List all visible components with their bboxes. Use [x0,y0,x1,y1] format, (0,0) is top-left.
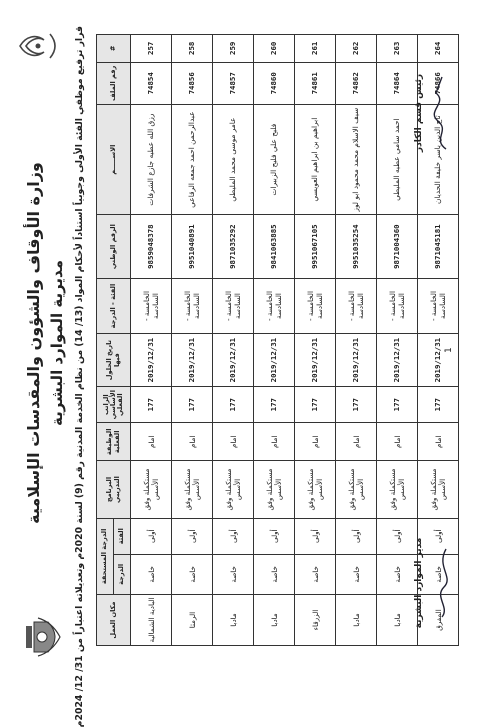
signature-mark-icon [430,543,452,623]
cell-date: 2019/12/31 [213,334,254,387]
cell-date: 2019/12/31 [418,334,459,387]
cell-date: 2019/12/31 [172,334,213,387]
table-row [131,35,172,646]
cell-entitled-class: أولى [377,518,418,554]
cell-national-id: 9841063885 [254,215,295,279]
cell-job-title: امام [377,423,418,461]
cell-entitled-degree: خاصة [377,554,418,594]
cell-grade: الخامسة - السادسة [377,278,418,333]
cell-grade: الخامسة - السادسة [213,278,254,333]
cell-file-number: 74860 [254,62,295,104]
cell-entitled-degree: خاصة [295,554,336,594]
cell-job-title: امام [418,423,459,461]
cell-employee-name: سيف الاسلام محمد محمود ابو لوز [336,105,377,215]
cell-training-program: مستكملة وفق الأسس [172,461,213,518]
cell-file-number: 74856 [172,62,213,104]
cell-employee-name: فليح علي فليح الزبيرات [254,105,295,215]
cell-date: 2019/12/31 [336,334,377,387]
cell-national-id: 9951040891 [172,215,213,279]
cell-training-program: مستكملة وفق الأسس [377,461,418,518]
cell-grade: الخامسة - السادسة [418,278,459,333]
cell-employee-name: عبدالرحمن احمد جمعه الرقاعي [172,105,213,215]
col-degree: الدرجة [114,554,131,594]
cell-grade: الخامسة - السادسة [336,278,377,333]
cadre-head-title: رئيس قسم الكادر [414,73,424,153]
cell-salary: 177 [377,387,418,423]
col-name: الاســـــم [97,105,131,215]
cell-entitled-class: أولى [295,518,336,554]
promotion-table [96,34,459,646]
cell-row-number: 257 [131,35,172,63]
cell-workplace: البادية الشمالية [131,595,172,646]
table-row [254,35,295,646]
cell-entitled-degree: خاصة [213,554,254,594]
cell-date: 2019/12/31 [131,334,172,387]
cell-row-number: 260 [254,35,295,63]
cell-job-title: امام [131,423,172,461]
cell-file-number: 74857 [213,62,254,104]
cell-row-number: 259 [213,35,254,63]
cell-row-number: 264 [418,35,459,63]
cell-entitled-class: أولى [131,518,172,554]
col-group-entitled-grade: الدرجة المستحقة [97,518,114,594]
decision-text: قرار ترفيع موظفي الفئة الأولى وجوبياً استناداً لأحكام المواد (13/ 14) من نظام الخدمة المدنية رقم (9) لسنة 2020م وتعديلاته اعتباراً من 31/ 12/ 2024م [74,26,85,727]
table-row [172,35,213,646]
cell-training-program: مستكملة وفق الأسس [295,461,336,518]
cell-file-number: 74864 [377,62,418,104]
cell-workplace: مادبا [254,595,295,646]
cell-entitled-degree: خاصة [131,554,172,594]
cell-entitled-class: أولى [172,518,213,554]
cell-grade: الخامسة - السادسة [172,278,213,333]
cell-entitled-degree: خاصة [254,554,295,594]
cell-training-program: مستكملة وفق الأسس [418,461,459,518]
col-grade: الفئة - الدرجة [97,278,131,333]
signature-hr-director [414,528,452,638]
directorate-title: مديرية الموارد البشرية [48,259,66,427]
cell-workplace: مادبا [336,595,377,646]
cell-salary: 177 [336,387,377,423]
cell-salary: 177 [213,387,254,423]
signature-mark-icon [430,73,452,153]
cell-workplace: المفرق [418,595,459,646]
cell-job-title: امام [172,423,213,461]
table-row [336,35,377,646]
col-num: # [97,35,131,63]
cell-job-title: امام [336,423,377,461]
cell-national-id: 9951035254 [336,215,377,279]
cell-salary: 177 [295,387,336,423]
cell-employee-name: رزق الله عطيه جازع الشرفات [131,105,172,215]
col-file-number: رقم الملف [97,62,131,104]
col-class: الفئة [114,518,131,554]
cell-file-number: 74861 [295,62,336,104]
cell-row-number: 262 [336,35,377,63]
cell-training-program: مستكملة وفق الأسس [131,461,172,518]
table-row [213,35,254,646]
cell-training-program: مستكملة وفق الأسس [213,461,254,518]
cell-grade: الخامسة - السادسة [254,278,295,333]
cell-workplace: مادبا [213,595,254,646]
cell-date: 2019/12/31 [377,334,418,387]
cell-grade: الخامسة - السادسة [295,278,336,333]
cell-workplace: مادبا [377,595,418,646]
cell-row-number: 263 [377,35,418,63]
cell-workplace: الزرقاء [295,595,336,646]
cell-entitled-class: أولى [254,518,295,554]
col-workplace: مكان العمل [97,595,131,646]
hr-director-title: مدير الموارد البشرية [414,537,424,629]
col-date: تاريخ الحلول فيها [97,334,131,387]
col-salary: الراتب الأساسي الفعلي [97,387,131,423]
cell-file-number: 74854 [131,62,172,104]
cell-workplace: الرمثا [172,595,213,646]
cell-job-title: امام [295,423,336,461]
cell-training-program: مستكملة وفق الأسس [336,461,377,518]
cell-national-id: 9871004360 [377,215,418,279]
col-national-id: الرقم الوطني [97,215,131,279]
cell-entitled-degree: خاصة [336,554,377,594]
col-program: البرنامج التدريبي [97,461,131,518]
cell-file-number: 74862 [336,62,377,104]
page-number: 1 [444,347,454,353]
cell-salary: 177 [254,387,295,423]
cell-salary: 177 [131,387,172,423]
table-row [377,35,418,646]
cell-date: 2019/12/31 [295,334,336,387]
cell-national-id: 9871035292 [213,215,254,279]
cell-job-title: امام [213,423,254,461]
cell-file-number: 74866 [418,62,459,104]
cell-national-id: 9859048378 [131,215,172,279]
cell-job-title: امام [254,423,295,461]
cell-entitled-class: أولى [418,518,459,554]
ministry-title: وزارة الأوقاف والشؤون والمقدسات الإسلامية [24,162,43,524]
document-page [14,18,480,727]
cell-entitled-class: أولى [336,518,377,554]
cell-entitled-degree: خاصة [172,554,213,594]
cell-employee-name: ابراهيم بن ابراهيم العويسي [295,105,336,215]
cell-row-number: 258 [172,35,213,63]
cell-row-number: 261 [295,35,336,63]
cell-employee-name: احمد سامي عطيه المليطي [377,105,418,215]
cell-salary: 177 [172,387,213,423]
cell-grade: الخامسة - السادسة [131,278,172,333]
cell-national-id: 9871045181 [418,215,459,279]
cell-entitled-degree: خاصة [418,554,459,594]
table-row [295,35,336,646]
cell-salary: 177 [418,387,459,423]
cell-employee-name: تاج الدين ياسر خليفة الحديان [418,105,459,215]
cell-entitled-class: أولى [213,518,254,554]
cell-training-program: مستكملة وفق الأسس [254,461,295,518]
cell-national-id: 9951067105 [295,215,336,279]
signature-cadre-head [414,58,452,168]
col-job: الوظيفة الفعلية [97,423,131,461]
cell-date: 2019/12/31 [254,334,295,387]
cell-employee-name: عامر موسى محمد المليطي [213,105,254,215]
